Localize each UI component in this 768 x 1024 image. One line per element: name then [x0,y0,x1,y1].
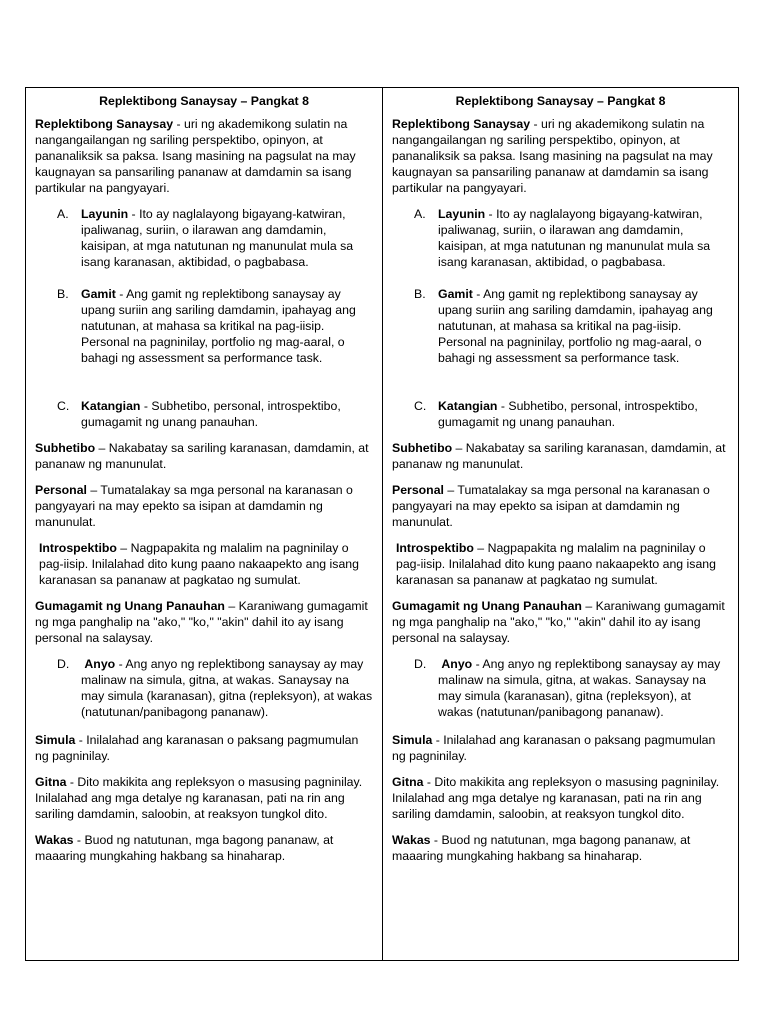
list-item-b [414,286,729,366]
intro-paragraph [392,116,729,196]
list-letter: C. [414,399,427,413]
definition: - Buod ng natutunan, mga bagong pananaw, at maaaring mungkahing hakbang sa hinaharap. [35,833,334,863]
column-title: Replektibong Sanaysay – Pangkat 8 [455,94,666,108]
list-letter: A. [57,207,69,221]
list-letter: A. [414,207,426,221]
list-item-a [57,206,373,270]
term: Katangian [81,399,141,413]
term: Wakas [392,833,431,847]
definition: – Nagpapakita ng malalim na pagninilay o pag-iisip. Inilalahad dito kung paano nakaapekto ang isang karanasan sa pananaw at pagkatao ng sumulat. [39,541,359,587]
definition: - uri ng akademikong sulatin na nangangailangan ng sariling perspektibo, opinyon, at pananaliksik sa paksa. Isang masining na pagsulat na may kaugnayan sa pansariling pananaw at damdamin sa isang partikular na pangyayari. [392,117,713,195]
paragraph-personal [35,482,373,530]
definition: - Ang gamit ng replektibong sanaysay ay upang suriin ang sariling damdamin, ipahayag ang natutunan, at mahasa sa kritikal na pag-iisip. Personal na pagninilay, portfolio ng mag-aaral, o bahagi ng assessment sa performance task. [81,287,356,365]
paragraph-panauhan [35,598,373,646]
definition: - Inilalahad ang karanasan o paksang pagmumulan ng pagninilay. [392,733,716,763]
definition: - Ito ay naglalayong bigayang-katwiran, ipaliwanag, suriin, o ilarawan ang damdamin, kaisipan, at mga natutunan ng manunulat mula sa isang karanasan, aktibidad, o pagbabasa. [81,207,354,269]
term: Subhetibo [35,441,96,455]
term: Personal [392,483,444,497]
definition: – Nakabatay sa sariling karanasan, damdamin, at pananaw ng manunulat. [392,441,726,471]
term: Simula [392,733,433,747]
list-letter: C. [57,399,70,413]
term: Introspektibo [396,541,474,555]
list-item-c [57,398,373,430]
term: Introspektibo [39,541,117,555]
paragraph-wakas [35,832,373,864]
definition: - Ang gamit ng replektibong sanaysay ay upang suriin ang sariling damdamin, ipahayag ang natutunan, at mahasa sa kritikal na pag-iisip. Personal na pagninilay, portfolio ng mag-aaral, o bahagi ng assessment sa performance task. [438,287,713,365]
definition: - Subhetibo, personal, introspektibo, gumagamit ng unang panauhan. [438,399,698,429]
list-letter: D. [57,657,70,671]
term: Gumagamit ng Unang Panauhan [35,599,225,613]
document-table [25,87,739,961]
term: Simula [35,733,76,747]
definition: – Tumatalakay sa mga personal na karanasan o pangyayari na may epekto sa isipan at damdamin ng manunulat. [35,483,353,529]
term: Gamit [438,287,473,301]
paragraph-introspektibo [35,540,373,588]
definition: - Dito makikita ang repleksyon o masusing pagninilay. Inilalahad ang mga detalye ng karanasan, pati na rin ang sariling damdamin, saloobin, at reaksyon tungkol dito. [392,775,720,821]
paragraph-gitna [392,774,729,822]
term: Replektibong Sanaysay [35,117,174,131]
paragraph-gitna [35,774,373,822]
term: Anyo [441,657,473,671]
term: Gumagamit ng Unang Panauhan [392,599,582,613]
definition: – Karaniwang gumagamit ng mga panghalip na "ako," "ko," "akin" dahil ito ay isang personal na salaysay. [392,599,725,645]
definition: - Ang anyo ng replektibong sanaysay ay may malinaw na simula, gitna, at wakas. Sanaysay na may simula (karanasan), gitna (repleksyon), at wakas (natutunan/panibagong pananaw). [81,657,373,719]
list-item-d [57,656,373,720]
list-item-c [414,398,729,430]
paragraph-simula [392,732,729,764]
definition: – Tumatalakay sa mga personal na karanasan o pangyayari na may epekto sa isipan at damdamin ng manunulat. [392,483,710,529]
term: Personal [35,483,87,497]
paragraph-wakas [392,832,729,864]
paragraph-subhetibo [35,440,373,472]
definition: – Nakabatay sa sariling karanasan, damdamin, at pananaw ng manunulat. [35,441,369,471]
paragraph-subhetibo [392,440,729,472]
intro-paragraph [35,116,373,196]
column-left [26,88,382,960]
term: Gitna [392,775,424,789]
list-item-a [414,206,729,270]
definition: - Inilalahad ang karanasan o paksang pagmumulan ng pagninilay. [35,733,359,763]
list-item-d [414,656,729,720]
term: Subhetibo [392,441,453,455]
column-right [382,88,738,960]
term: Gamit [81,287,116,301]
definition: - Dito makikita ang repleksyon o masusing pagninilay. Inilalahad ang mga detalye ng karanasan, pati na rin ang sariling damdamin, saloobin, at reaksyon tungkol dito. [35,775,363,821]
definition: - Ito ay naglalayong bigayang-katwiran, ipaliwanag, suriin, o ilarawan ang damdamin, kaisipan, at mga natutunan ng manunulat mula sa isang karanasan, aktibidad, o pagbabasa. [438,207,711,269]
definition: - uri ng akademikong sulatin na nangangailangan ng sariling perspektibo, opinyon, at pananaliksik sa paksa. Isang masining na pagsulat na may kaugnayan sa pansariling pananaw at damdamin sa isang partikular na pangyayari. [35,117,356,195]
term: Layunin [438,207,486,221]
list-letter: B. [414,287,426,301]
term: Layunin [81,207,129,221]
term: Replektibong Sanaysay [392,117,531,131]
definition: – Karaniwang gumagamit ng mga panghalip na "ako," "ko," "akin" dahil ito ay isang personal na salaysay. [35,599,368,645]
list-letter: D. [414,657,427,671]
list-letter: B. [57,287,69,301]
term: Anyo [84,657,116,671]
paragraph-introspektibo [392,540,729,588]
paragraph-panauhan [392,598,729,646]
paragraph-simula [35,732,373,764]
term: Wakas [35,833,74,847]
column-title: Replektibong Sanaysay – Pangkat 8 [99,94,309,108]
definition: – Nagpapakita ng malalim na pagninilay o pag-iisip. Inilalahad dito kung paano nakaapekto ang isang karanasan sa pananaw at pagkatao ng sumulat. [396,541,716,587]
term: Katangian [438,399,498,413]
definition: - Ang anyo ng replektibong sanaysay ay may malinaw na simula, gitna, at wakas. Sanaysay na may simula (karanasan), gitna (repleksyon), at wakas (natutunan/panibagong pananaw). [438,657,721,719]
paragraph-personal [392,482,729,530]
definition: - Buod ng natutunan, mga bagong pananaw, at maaaring mungkahing hakbang sa hinaharap. [392,833,691,863]
list-item-b [57,286,373,366]
definition: - Subhetibo, personal, introspektibo, gumagamit ng unang panauhan. [81,399,341,429]
term: Gitna [35,775,67,789]
